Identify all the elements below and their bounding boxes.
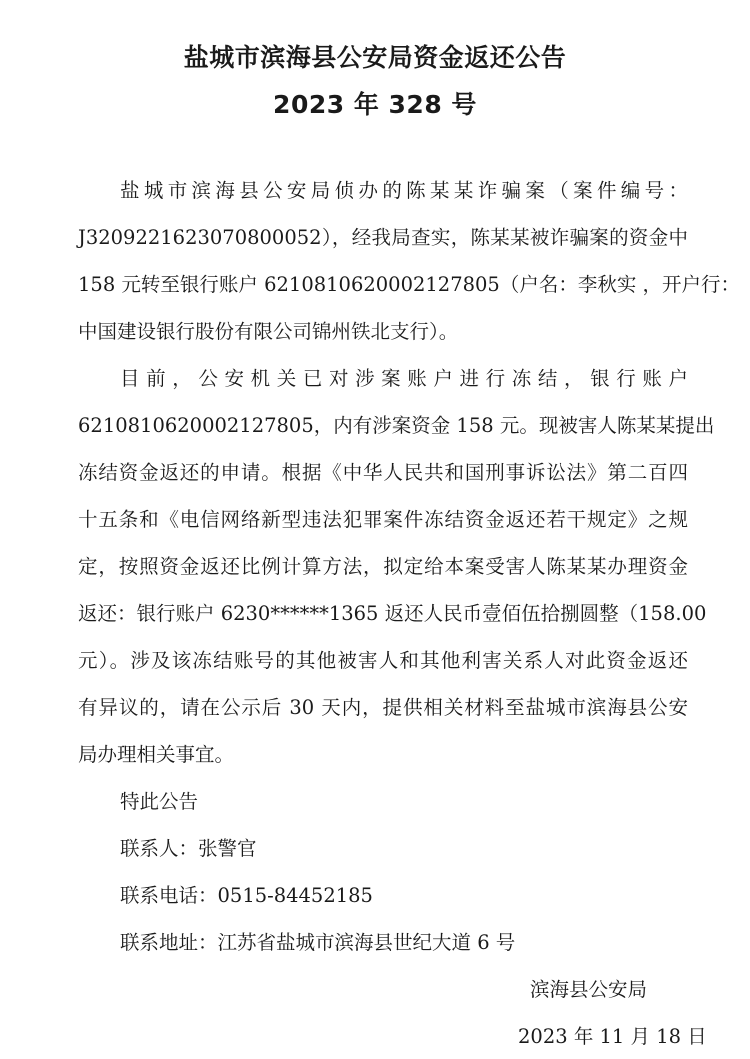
paragraph2-line1: 目前，公安机关已对涉案账户进行冻结，银行账户 — [120, 367, 688, 390]
contact-address: 联系地址：江苏省盐城市滨海县世纪大道 6 号 — [120, 931, 516, 954]
signature: 滨海县公安局 — [530, 978, 648, 1001]
paragraph2-line5: 定，按照资金返还比例计算方法，拟定给本案受害人陈某某办理资金 — [78, 555, 688, 578]
issue-date: 2023 年 11 月 18 日 — [518, 1025, 707, 1048]
document-title: 盐城市滨海县公安局资金返还公告 — [183, 43, 567, 72]
paragraph2-line6: 返还：银行账户 6230******1365 返还人民币壹佰伍拾捌圆整（158.00 — [78, 602, 707, 625]
document-number: 2023 年 328 号 — [273, 90, 477, 119]
paragraph1-line2: J3209221623070800052），经我局查实，陈某某被诈骗案的资金中 — [78, 226, 688, 249]
paragraph1-line4: 中国建设银行股份有限公司锦州铁北支行）。 — [78, 320, 459, 343]
paragraph2-line9: 局办理相关事宜。 — [78, 743, 235, 766]
paragraph1-line3: 158 元转至银行账户 6210810620002127805（户名：李秋实 ，开户行： — [78, 273, 741, 296]
paragraph1-line1: 盐城市滨海县公安局侦办的陈某某诈骗案（案件编号： — [120, 179, 688, 202]
contact-phone: 联系电话：0515-84452185 — [120, 884, 373, 907]
paragraph2-line2: 6210810620002127805，内有涉案资金 158 元。现被害人陈某某提出 — [78, 414, 715, 437]
contact-person: 联系人：张警官 — [120, 837, 257, 860]
paragraph2-line7: 元）。涉及该冻结账号的其他被害人和其他利害关系人对此资金返还 — [78, 649, 688, 672]
closing-text: 特此公告 — [120, 790, 199, 813]
paragraph2-line8: 有异议的，请在公示后 30 天内，提供相关材料至盐城市滨海县公安 — [78, 696, 688, 719]
paragraph2-line4: 十五条和《电信网络新型违法犯罪案件冻结资金返还若干规定》之规 — [78, 508, 688, 531]
paragraph2-line3: 冻结资金返还的申请。根据《中华人民共和国刑事诉讼法》第二百四 — [78, 461, 688, 484]
